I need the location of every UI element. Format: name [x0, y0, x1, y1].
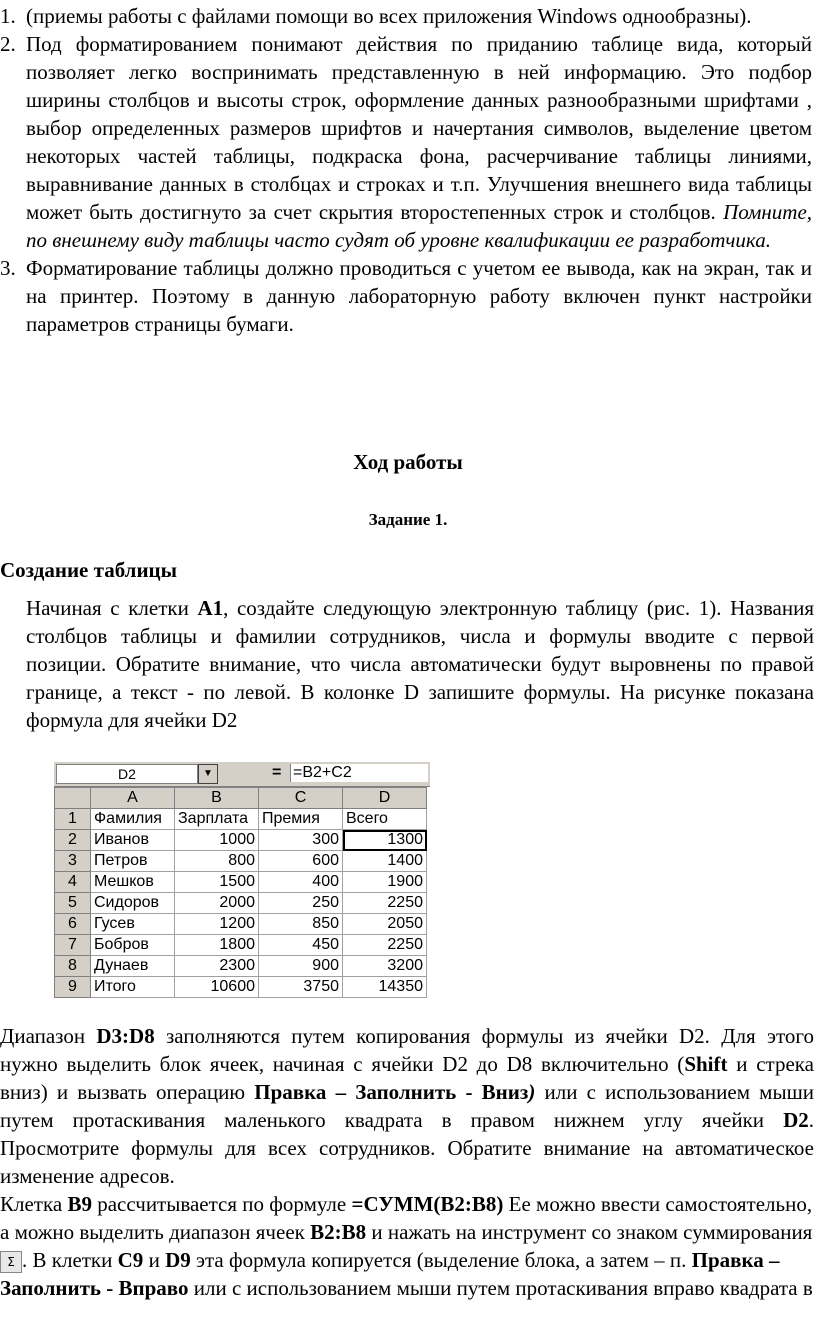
text-run: Ее можно ввести самостоятельно, а можно выделить диапазон ячеек [0, 1192, 813, 1244]
list-text: Под форматированием понимают действия по приданию таблице вида, который позволяет легко воспринимать представленную в ней информацию. Это подбор ширины столбцов и высоты строк, оформление данных разнообразными шрифтами , выбор определенных размеров шрифтов и начертания символов, выделение цветом некоторых частей таблицы, подкраска фона, расчерчивание таблицы линиями, выравнивание данных в столбцах и строках и т.п. Улучшения внешнего вида таблицы может быть достигнуто за счет скрытия второстепенных строк и столбцов. [26, 32, 812, 224]
bold-run: B2:B8 [310, 1220, 367, 1244]
bold-run: Правка – Заполнить - Вправо [0, 1248, 780, 1300]
cell[interactable]: 2250 [343, 935, 427, 956]
cell[interactable]: 1800 [175, 935, 259, 956]
table-row [55, 872, 427, 893]
row-header[interactable]: 9 [55, 977, 91, 998]
list-item [0, 254, 812, 338]
list-number: 1. [0, 4, 16, 28]
cell[interactable]: 1400 [343, 851, 427, 872]
bold-run: D3:D8 [96, 1024, 155, 1048]
cell[interactable]: Сидоров [91, 893, 175, 914]
heading-task: Задание 1. [368, 510, 448, 529]
table-row [55, 956, 427, 977]
text-run: и [143, 1248, 166, 1272]
cell[interactable]: 1900 [343, 872, 427, 893]
cell[interactable]: 900 [259, 956, 343, 977]
formula-input[interactable]: =B2+C2 [290, 764, 428, 782]
cell[interactable]: 1200 [175, 914, 259, 935]
cell[interactable]: Гусев [91, 914, 175, 935]
bold-run: A1 [197, 596, 224, 620]
heading-create-table: Создание таблицы [0, 558, 178, 582]
bottom-paragraphs [0, 1022, 814, 1302]
intro-paragraph [26, 594, 814, 734]
cell[interactable]: 1500 [175, 872, 259, 893]
bold-run: B9 [67, 1192, 92, 1216]
text-run: . Просмотрите формулы для всех сотрудников. Обратите внимание на автоматическое изменение адресов. [0, 1108, 814, 1188]
list-text: (приемы работы с файлами помощи во всех приложения Windows однообразны). [26, 4, 752, 28]
cell[interactable]: 1000 [175, 830, 259, 851]
bold-italic-run: ) [528, 1080, 536, 1104]
text-run: рассчитывается по формуле [91, 1192, 352, 1216]
cell[interactable]: 3750 [259, 977, 343, 998]
autosum-icon: Σ [0, 1251, 22, 1273]
cell[interactable]: 10600 [175, 977, 259, 998]
cell[interactable]: 850 [259, 914, 343, 935]
spreadsheet-grid [54, 787, 427, 998]
formula-bar [54, 762, 430, 787]
list-number: 2. [0, 32, 16, 56]
bold-run: Shift [684, 1052, 728, 1076]
table-row [55, 809, 427, 830]
row-header[interactable]: 1 [55, 809, 91, 830]
table-row [55, 914, 427, 935]
table-row [55, 977, 427, 998]
column-header-row [55, 788, 427, 809]
row-header[interactable]: 4 [55, 872, 91, 893]
paragraph-sum [0, 1190, 814, 1302]
row-header[interactable]: 3 [55, 851, 91, 872]
spreadsheet-figure [54, 762, 430, 1014]
cell[interactable]: 3200 [343, 956, 427, 977]
bold-run: =СУММ(B2:B8) [351, 1192, 504, 1216]
list-item [0, 2, 812, 30]
cell[interactable]: 600 [259, 851, 343, 872]
list-text-block [26, 30, 812, 254]
list-text: Форматирование таблицы должно проводиться с учетом ее вывода, как на экран, так и на принтер. Поэтому в данную лабораторную работу включен пункт настройки параметров страницы бумаги. [26, 256, 812, 336]
text-run: и нажать на инструмент со знаком суммирования [366, 1220, 813, 1244]
cell[interactable]: Итого [91, 977, 175, 998]
chevron-down-icon[interactable]: ▼ [198, 764, 218, 784]
text-run: Клетка [0, 1192, 68, 1216]
table-row [55, 935, 427, 956]
active-cell[interactable]: 1300 [343, 830, 427, 851]
cell[interactable]: Мешков [91, 872, 175, 893]
row-header[interactable]: 6 [55, 914, 91, 935]
text-run: и стрека вниз) и вызвать операцию [0, 1052, 814, 1104]
text-run: Начиная с клетки [26, 596, 198, 620]
heading-main: Ход работы [353, 450, 463, 474]
cell[interactable]: Фамилия [91, 809, 175, 830]
equals-sign: = [272, 764, 282, 781]
bold-run: D9 [165, 1248, 191, 1272]
column-header[interactable]: C [259, 788, 343, 809]
bold-run: Правка – Заполнить - Вниз [254, 1080, 529, 1104]
bold-run: D2 [783, 1108, 809, 1132]
cell[interactable]: Петров [91, 851, 175, 872]
text-run: заполняются путем копирования формулы из ячейки D2. Для этого нужно выделить блок ячеек, начиная с ячейки D2 до D8 включительно ( [0, 1024, 814, 1076]
cell[interactable]: 450 [259, 935, 343, 956]
cell[interactable]: Всего [343, 809, 427, 830]
cell[interactable]: Бобров [91, 935, 175, 956]
text-run: Диапазон [0, 1024, 97, 1048]
text-run: эта формула копируется (выделение блока, а затем – п. [190, 1248, 692, 1272]
text-run: , создайте следующую электронную таблицу (рис. 1). Названия столбцов таблицы и фамилии сотрудников, числа и формулы вводите с первой позиции. Обратите внимание, что числа автоматически будут выровнены по правой границе, а текст - по левой. В колонке D запишите формулы. На рисунке показана формула для ячейки D2 [26, 596, 814, 732]
cell[interactable]: Иванов [91, 830, 175, 851]
row-header[interactable]: 5 [55, 893, 91, 914]
select-all-corner[interactable] [55, 788, 91, 809]
text-run: или с использованием мыши путем протаскивания вправо квадрата в [188, 1276, 813, 1300]
row-header[interactable]: 8 [55, 956, 91, 977]
bold-run: C9 [117, 1248, 144, 1272]
table-row [55, 851, 427, 872]
column-header[interactable]: B [175, 788, 259, 809]
column-header[interactable]: A [91, 788, 175, 809]
table-row [55, 893, 427, 914]
name-box[interactable]: D2 [56, 764, 198, 784]
paragraph-fill-down [0, 1022, 814, 1190]
cell[interactable]: Зарплата [175, 809, 259, 830]
cell[interactable]: 400 [259, 872, 343, 893]
cell[interactable]: Премия [259, 809, 343, 830]
cell[interactable]: 2050 [343, 914, 427, 935]
column-header[interactable]: D [343, 788, 427, 809]
numbered-list [0, 2, 812, 338]
cell[interactable]: 2250 [343, 893, 427, 914]
cell[interactable]: 300 [259, 830, 343, 851]
cell[interactable]: 14350 [343, 977, 427, 998]
text-run: . В клетки [22, 1248, 118, 1272]
list-number: 3. [0, 256, 16, 280]
cell[interactable]: 2300 [175, 956, 259, 977]
list-item [0, 30, 812, 254]
row-header[interactable]: 2 [55, 830, 91, 851]
cell[interactable]: Дунаев [91, 956, 175, 977]
cell[interactable]: 250 [259, 893, 343, 914]
cell[interactable]: 2000 [175, 893, 259, 914]
list-italic-note: Помните, по внешнему виду таблицы часто судят об уровне квалификации ее разработчика. [26, 200, 813, 252]
row-header[interactable]: 7 [55, 935, 91, 956]
text-run: или с использованием мыши путем протаскивания маленького квадрата в правом нижнем углу ячейки [0, 1080, 814, 1132]
table-row [55, 830, 427, 851]
cell[interactable]: 800 [175, 851, 259, 872]
